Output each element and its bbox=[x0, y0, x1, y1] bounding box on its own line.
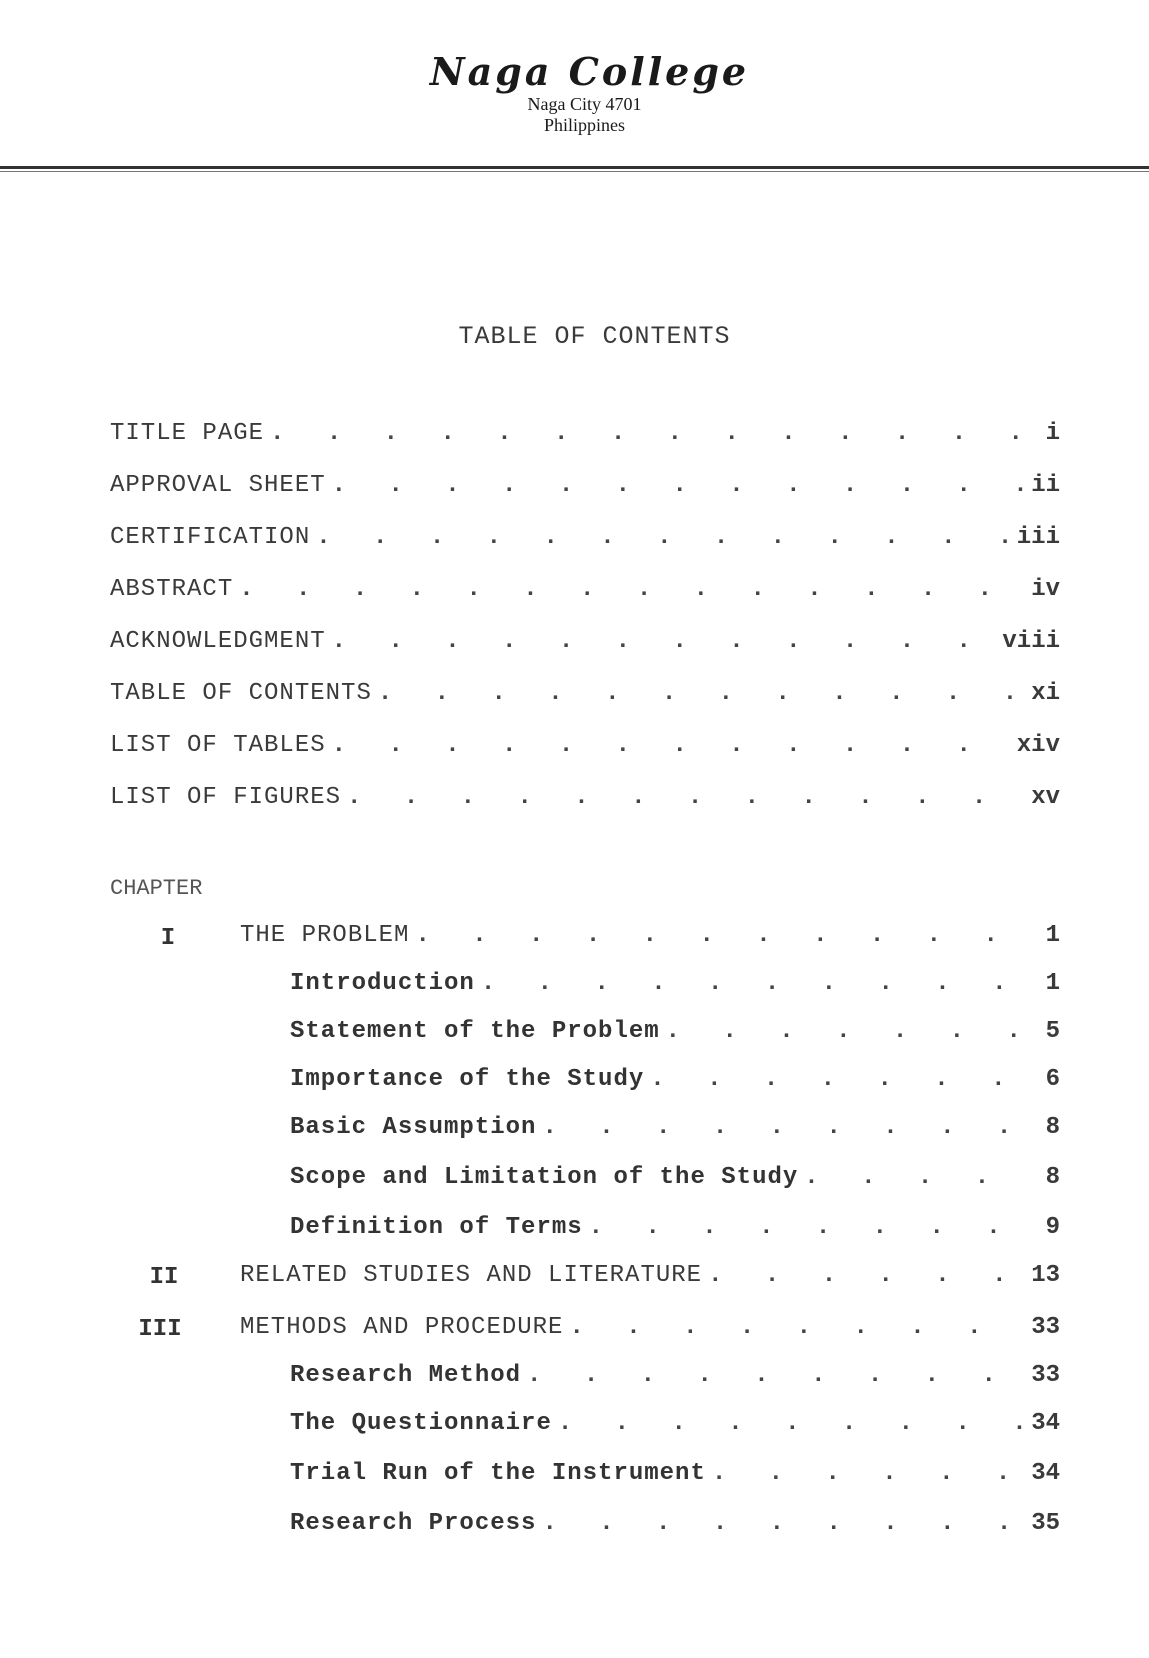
toc-entry-label: LIST OF FIGURES bbox=[110, 784, 342, 811]
toc-section-label: Basic Assumption bbox=[290, 1114, 537, 1141]
toc-entry-approval-sheet bbox=[110, 472, 1060, 506]
toc-chapter-title: RELATED STUDIES AND LITERATURE bbox=[240, 1262, 703, 1289]
chapter-number: II bbox=[149, 1264, 179, 1291]
toc-entry-label: LIST OF TABLES bbox=[110, 732, 326, 759]
toc-chapter-title: THE PROBLEM bbox=[240, 922, 410, 949]
dot-leader bbox=[589, 1214, 1024, 1241]
toc-section-label: Statement of the Problem bbox=[290, 1018, 660, 1045]
dot-leader bbox=[527, 1362, 1024, 1389]
dot-leader bbox=[239, 576, 1024, 603]
toc-entry-page: 6 bbox=[1045, 1066, 1060, 1093]
toc-entry-page: 9 bbox=[1045, 1214, 1060, 1241]
header-rule-thin bbox=[0, 171, 1149, 172]
dot-leader bbox=[569, 1314, 1024, 1341]
toc-entry-page: 34 bbox=[1031, 1460, 1060, 1487]
dot-leader bbox=[558, 1410, 1024, 1437]
toc-section-label: The Questionnaire bbox=[290, 1410, 552, 1437]
toc-entry-label: TITLE PAGE bbox=[110, 420, 265, 447]
toc-section bbox=[290, 1018, 1060, 1052]
toc-chapter-title: METHODS AND PROCEDURE bbox=[240, 1314, 564, 1341]
toc-entry-label: APPROVAL SHEET bbox=[110, 472, 326, 499]
toc-entry-page: ii bbox=[1031, 472, 1060, 499]
toc-section bbox=[290, 1362, 1060, 1396]
chapter-number: I bbox=[160, 925, 176, 952]
dot-leader bbox=[415, 922, 1024, 949]
dot-leader bbox=[542, 1114, 1024, 1141]
toc-section-label: Research Process bbox=[290, 1510, 537, 1537]
toc-entry-acknowledgment bbox=[110, 628, 1060, 662]
dot-leader bbox=[712, 1460, 1024, 1487]
toc-section bbox=[290, 1066, 1060, 1100]
college-city: Naga City 4701 bbox=[527, 94, 642, 114]
dot-leader bbox=[332, 628, 997, 655]
dot-leader bbox=[316, 524, 1011, 551]
toc-entry-page: 33 bbox=[1031, 1314, 1060, 1341]
toc-entry-page: 35 bbox=[1031, 1510, 1060, 1537]
toc-entry-page: i bbox=[1045, 420, 1060, 447]
toc-entry-table-of-contents bbox=[110, 680, 1060, 714]
toc-section-label: Introduction bbox=[290, 970, 475, 997]
toc-entry-page: 8 bbox=[1045, 1114, 1060, 1141]
toc-entry-page: 33 bbox=[1031, 1362, 1060, 1389]
toc-section bbox=[290, 1114, 1060, 1148]
toc-entry-page: viii bbox=[1002, 628, 1060, 655]
toc-entry-page: 34 bbox=[1031, 1410, 1060, 1437]
toc-entry-page: iii bbox=[1016, 524, 1060, 551]
toc-entry-title-page bbox=[110, 420, 1060, 454]
toc-entry-page: 5 bbox=[1045, 1018, 1060, 1045]
toc-entry-label: ABSTRACT bbox=[110, 576, 234, 603]
dot-leader bbox=[378, 680, 1024, 707]
dot-leader bbox=[708, 1262, 1024, 1289]
dot-leader bbox=[542, 1510, 1024, 1537]
toc-entry-page: 8 bbox=[1045, 1164, 1060, 1191]
toc-section bbox=[290, 970, 1060, 1004]
dot-leader bbox=[347, 784, 1024, 811]
toc-entry-label: CERTIFICATION bbox=[110, 524, 311, 551]
toc-section bbox=[290, 1460, 1060, 1494]
toc-entry-page: 13 bbox=[1031, 1262, 1060, 1289]
toc-entry-page: xi bbox=[1031, 680, 1060, 707]
chapter-heading: CHAPTER bbox=[110, 876, 203, 901]
toc-entry-page: xv bbox=[1031, 784, 1060, 811]
toc-section-label: Importance of the Study bbox=[290, 1066, 645, 1093]
toc-entry-list-of-figures bbox=[110, 784, 1060, 818]
toc-entry-label: TABLE OF CONTENTS bbox=[110, 680, 372, 707]
toc-entry-page: iv bbox=[1031, 576, 1060, 603]
header-rule bbox=[0, 166, 1149, 169]
dot-leader bbox=[481, 970, 1024, 997]
toc-section-label: Research Method bbox=[290, 1362, 522, 1389]
dot-leader bbox=[332, 732, 1011, 759]
toc-title: TABLE OF CONTENTS bbox=[458, 322, 731, 351]
dot-leader bbox=[270, 420, 1024, 447]
toc-entry-list-of-tables bbox=[110, 732, 1060, 766]
chapter-number: III bbox=[138, 1316, 182, 1343]
dot-leader bbox=[650, 1066, 1024, 1093]
college-country: Philippines bbox=[543, 115, 625, 135]
toc-section bbox=[290, 1214, 1060, 1248]
toc-chapter-3 bbox=[240, 1314, 1060, 1348]
toc-section-label: Scope and Limitation of the Study bbox=[290, 1164, 799, 1191]
toc-chapter-1 bbox=[240, 922, 1060, 956]
toc-chapter-2 bbox=[240, 1262, 1060, 1296]
toc-entry-page: xiv bbox=[1016, 732, 1060, 759]
toc-section bbox=[290, 1164, 1060, 1198]
toc-section bbox=[290, 1510, 1060, 1544]
college-name: Naga College bbox=[429, 49, 750, 94]
toc-section-label: Definition of Terms bbox=[290, 1214, 583, 1241]
letterhead bbox=[0, 50, 1149, 136]
toc-entry-label: ACKNOWLEDGMENT bbox=[110, 628, 326, 655]
toc-entry-abstract bbox=[110, 576, 1060, 610]
dot-leader bbox=[332, 472, 1024, 499]
toc-section-label: Trial Run of the Instrument bbox=[290, 1460, 706, 1487]
toc-entry-certification bbox=[110, 524, 1060, 558]
dot-leader bbox=[804, 1164, 1024, 1191]
toc-entry-page: 1 bbox=[1045, 922, 1060, 949]
toc-entry-page: 1 bbox=[1045, 970, 1060, 997]
toc-section bbox=[290, 1410, 1060, 1444]
dot-leader bbox=[666, 1018, 1024, 1045]
